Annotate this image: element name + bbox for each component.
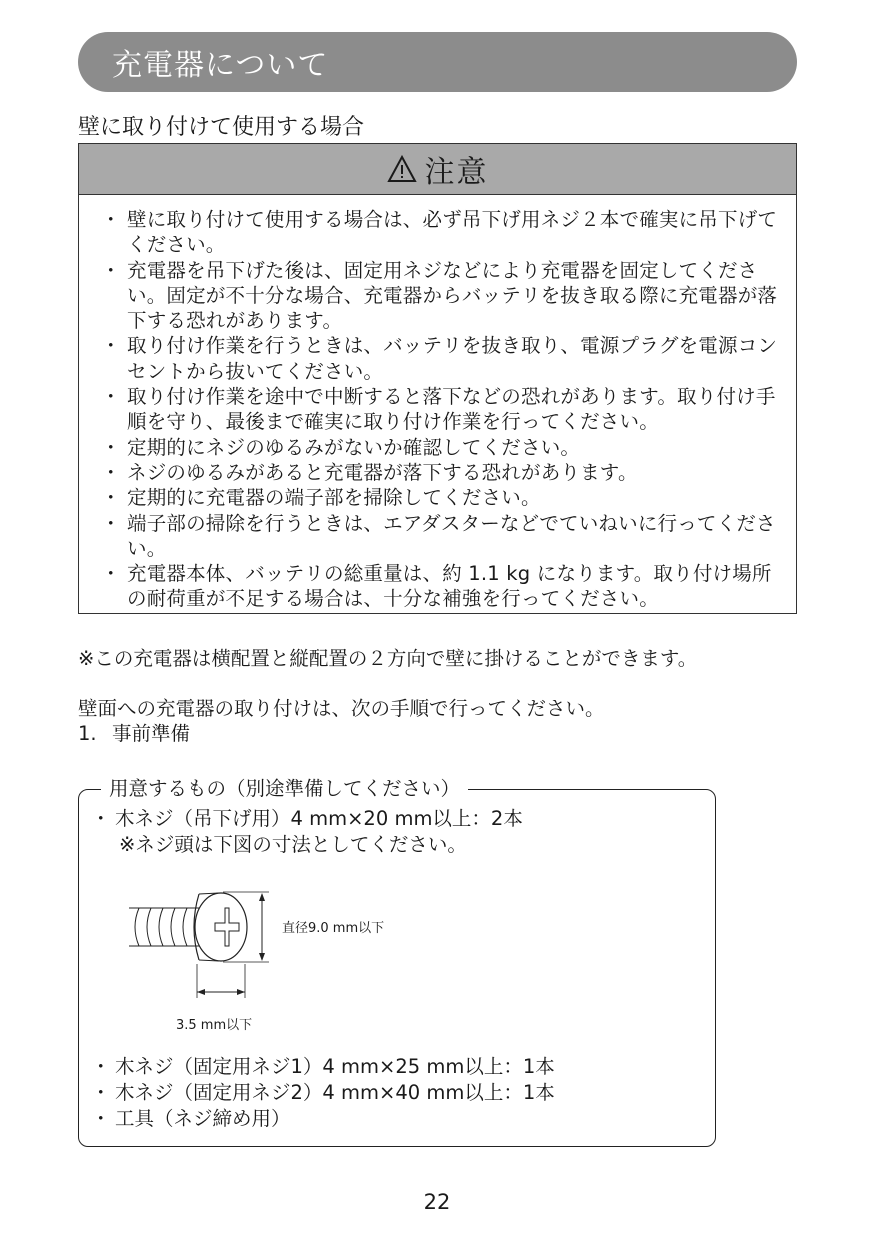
caution-item: ・ 壁に取り付けて使用する場合は、必ず吊下げ用ネジ２本で確実に吊下げてください。 xyxy=(101,207,784,258)
caution-item: ・ 充電器本体、バッテリの総重量は、約 1.1 kg になります。取り付け場所の耐荷重が不足する場合は、十分な補強を行ってください。 xyxy=(101,561,784,612)
thickness-label: 3.5 mm以下 xyxy=(176,1018,253,1033)
prep-item-note: ※ネジ頭は下図の寸法としてください。 xyxy=(119,833,467,856)
step-number: 1. xyxy=(78,722,97,745)
warning-triangle-icon xyxy=(387,155,417,183)
subtitle: 壁に取り付けて使用する場合 xyxy=(78,115,365,140)
prep-item: ・ 木ネジ（吊下げ用）4 mm×20 mm以上：2本 xyxy=(91,807,523,830)
step-label: 事前準備 xyxy=(112,722,191,745)
section-title: 充電器について xyxy=(112,48,329,83)
caution-item: ・ 充電器を吊下げた後は、固定用ネジなどにより充電器を固定してください。固定が不十分な場合、充電器からバッテリを抜き取る際に充電器が落下する恐れがあります。 xyxy=(101,258,784,334)
step-1 xyxy=(78,718,190,746)
caution-item: ・ 定期的に充電器の端子部を掃除してください。 xyxy=(101,485,784,510)
section-title-bar xyxy=(78,32,797,92)
caution-list xyxy=(79,195,796,612)
screw-diagram xyxy=(129,880,309,1020)
instruction-text: 壁面への充電器の取り付けは、次の手順で行ってください。 xyxy=(78,697,605,720)
caution-item: ・ 取り付け作業を途中で中断すると落下などの恐れがあります。取り付け手順を守り、最後まで確実に取り付け作業を行ってください。 xyxy=(101,384,784,435)
caution-box xyxy=(78,143,797,614)
caution-item: ・ 取り付け作業を行うときは、バッテリを抜き取り、電源プラグを電源コンセントから抜いてください。 xyxy=(101,333,784,384)
prep-box xyxy=(78,777,716,1147)
prep-item: ・ 木ネジ（固定用ネジ1）4 mm×25 mm以上：1本 xyxy=(91,1055,555,1078)
caution-heading: 注意 xyxy=(424,155,489,190)
orientation-note: ※この充電器は横配置と縦配置の２方向で壁に掛けることができます。 xyxy=(78,647,698,670)
prep-title: 用意するもの（別途準備してください） xyxy=(101,776,468,802)
prep-item: ・ 木ネジ（固定用ネジ2）4 mm×40 mm以上：1本 xyxy=(91,1081,555,1104)
caution-item: ・ 端子部の掃除を行うときは、エアダスターなどでていねいに行ってください。 xyxy=(101,511,784,562)
diameter-label: 直径9.0 mm以下 xyxy=(282,921,385,936)
caution-item: ・ ネジのゆるみがあると充電器が落下する恐れがあります。 xyxy=(101,460,784,485)
caution-item: ・ 定期的にネジのゆるみがないか確認してください。 xyxy=(101,435,784,460)
page-number: 22 xyxy=(423,1190,451,1214)
prep-item: ・ 工具（ネジ締め用） xyxy=(91,1107,291,1130)
caution-header xyxy=(79,144,796,195)
